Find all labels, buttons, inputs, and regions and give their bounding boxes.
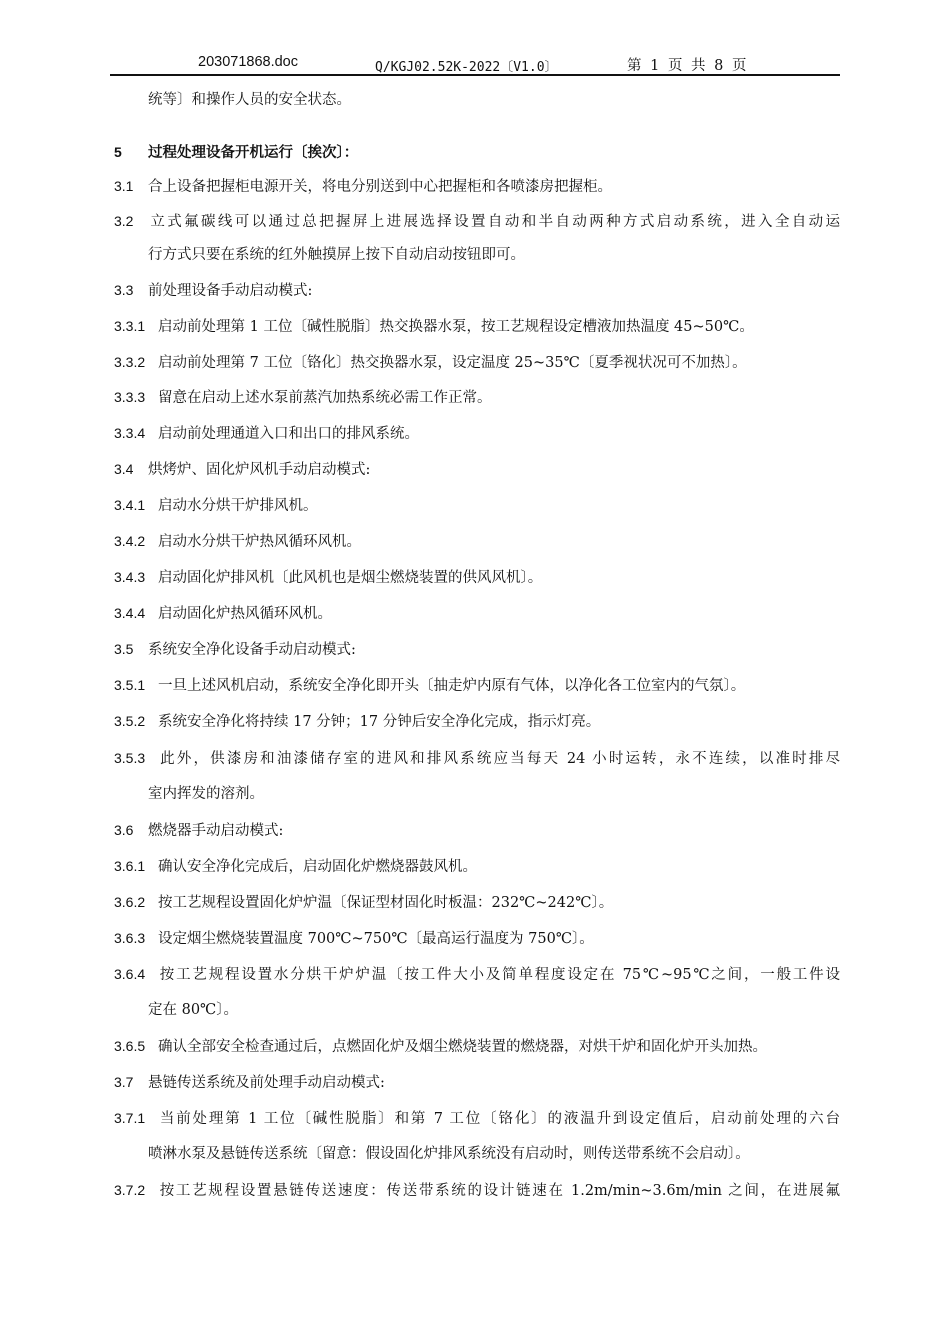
item-text: 燃烧器手动启动模式:	[148, 823, 284, 839]
list-item	[114, 1108, 840, 1129]
item-text: 按工艺规程设置固化炉炉温〔保证型材固化时板温：232℃~242℃〕。	[158, 895, 614, 911]
item-number: 3.3.3	[114, 389, 146, 405]
item-text: 当前处理第 1 工位〔碱性脱脂〕和第 7 工位〔铬化〕的液温升到设定值后，启动前处理的六台	[158, 1111, 840, 1127]
list-item	[114, 531, 840, 552]
item-number: 3.7.2	[114, 1182, 146, 1198]
item-text: 启动水分烘干炉热风循环风机。	[158, 534, 361, 550]
item-text: 按工艺规程设置水分烘干炉炉温〔按工件大小及简单程度设定在 75℃~95℃之间，一般工件设	[158, 967, 840, 983]
list-item	[114, 459, 840, 480]
item-text: 立式氟碳线可以通过总把握屏上进展选择设置自动和半自动两种方式启动系统，进入全自动运	[148, 214, 840, 230]
item-text: 确认安全净化完成后，启动固化炉燃烧器鼓风机。	[158, 859, 477, 875]
list-item	[114, 387, 840, 408]
item-number: 5	[114, 144, 122, 160]
item-text: 统等〕和操作人员的安全状态。	[148, 92, 351, 108]
item-number: 3.5.1	[114, 677, 146, 693]
item-number: 3.6.1	[114, 858, 146, 874]
item-number: 3.6.5	[114, 1038, 146, 1054]
item-number: 3.5	[114, 641, 134, 657]
item-text: 系统安全净化将持续 17 分钟；17 分钟后安全净化完成，指示灯亮。	[158, 714, 601, 730]
item-number: 3.5.3	[114, 750, 146, 766]
list-item	[114, 280, 840, 301]
section-heading	[114, 142, 840, 163]
item-number: 3.3.4	[114, 425, 146, 441]
item-number: 3.4.4	[114, 605, 146, 621]
item-number: 3.6.3	[114, 930, 146, 946]
list-item	[114, 964, 840, 985]
item-text: 启动水分烘干炉排风机。	[158, 498, 318, 514]
item-text: 烘烤炉、固化炉风机手动启动模式:	[148, 462, 371, 478]
list-item	[114, 1072, 840, 1093]
header-doc-code: Q/KGJ02.52K-2022〔V1.0〕	[375, 60, 558, 75]
list-item	[114, 176, 840, 197]
item-number: 3.3	[114, 282, 134, 298]
item-number: 3.2	[114, 213, 134, 229]
page-header	[110, 54, 840, 74]
paragraph-continuation	[114, 1144, 874, 1164]
list-item	[114, 856, 840, 877]
header-page-info: 第 1 页 共 8 页	[627, 58, 749, 74]
paragraph-continuation	[114, 90, 874, 110]
list-item	[114, 495, 840, 516]
item-text: 启动前处理第 7 工位〔铬化〕热交换器水泵，设定温度 25~35℃〔夏季视状况可不加热〕。	[158, 355, 747, 371]
item-number: 3.3.1	[114, 318, 146, 334]
list-item	[114, 352, 840, 373]
list-item	[114, 211, 840, 232]
item-text: 定在 80℃〕。	[148, 1002, 239, 1018]
list-item	[114, 567, 840, 588]
list-item	[114, 1036, 840, 1057]
item-text: 前处理设备手动启动模式:	[148, 283, 313, 299]
item-number: 3.4.3	[114, 569, 146, 585]
list-item	[114, 316, 840, 337]
item-text: 悬链传送系统及前处理手动启动模式:	[148, 1075, 385, 1091]
paragraph-continuation	[114, 245, 874, 265]
list-item	[114, 892, 840, 913]
header-file-name: 203071868.doc	[198, 54, 298, 70]
item-text: 按工艺规程设置悬链传送速度：传送带系统的设计链速在 1.2m/min~3.6m/min 之间，在进展氟	[158, 1183, 840, 1199]
item-number: 3.3.2	[114, 354, 146, 370]
item-text: 行方式只要在系统的红外触摸屏上按下自动启动按钮即可。	[148, 247, 525, 263]
header-rule	[110, 74, 840, 76]
list-item	[114, 711, 840, 732]
list-item	[114, 603, 840, 624]
item-text: 启动前处理第 1 工位〔碱性脱脂〕热交换器水泵，按工艺规程设定槽液加热温度 45~50℃。	[158, 319, 754, 335]
item-number: 3.6.4	[114, 966, 146, 982]
list-item	[114, 675, 840, 696]
paragraph-continuation	[114, 784, 874, 804]
item-number: 3.6	[114, 822, 134, 838]
item-text: 设定烟尘燃烧装置温度 700℃~750℃〔最高运行温度为 750℃〕。	[158, 931, 594, 947]
item-number: 3.4.2	[114, 533, 146, 549]
item-number: 3.5.2	[114, 713, 146, 729]
item-number: 3.7.1	[114, 1110, 146, 1126]
item-number: 3.4.1	[114, 497, 146, 513]
item-text: 启动固化炉排风机〔此风机也是烟尘燃烧装置的供风风机〕。	[158, 570, 543, 586]
item-text: 启动固化炉热风循环风机。	[158, 606, 332, 622]
item-text: 留意在启动上述水泵前蒸汽加热系统必需工作正常。	[158, 390, 492, 406]
paragraph-continuation	[114, 1000, 874, 1020]
item-number: 3.7	[114, 1074, 134, 1090]
item-text: 合上设备把握柜电源开关，将电分别送到中心把握柜和各喷漆房把握柜。	[148, 179, 612, 195]
item-text: 系统安全净化设备手动启动模式:	[148, 642, 356, 658]
item-text: 过程处理设备开机运行〔挨次〕：	[148, 144, 359, 161]
list-item	[114, 639, 840, 660]
list-item	[114, 820, 840, 841]
item-text: 一旦上述风机启动，系统安全净化即开头〔抽走炉内原有气体，以净化各工位室内的气氛〕。	[158, 678, 746, 694]
item-text: 确认全部安全检查通过后，点燃固化炉及烟尘燃烧装置的燃烧器，对烘干炉和固化炉开头加热。	[158, 1039, 767, 1055]
item-number: 3.4	[114, 461, 134, 477]
item-text: 室内挥发的溶剂。	[148, 786, 264, 802]
list-item	[114, 1180, 840, 1201]
list-item	[114, 748, 840, 769]
item-text: 喷淋水泵及悬链传送系统〔留意：假设固化炉排风系统没有启动时，则传送带系统不会启动〕。	[148, 1146, 750, 1162]
item-number: 3.6.2	[114, 894, 146, 910]
item-number: 3.1	[114, 178, 134, 194]
item-text: 此外，供漆房和油漆储存室的进风和排风系统应当每天 24 小时运转，永不连续，以准时排尽	[158, 751, 840, 767]
list-item	[114, 423, 840, 444]
item-text: 启动前处理通道入口和出口的排风系统。	[158, 426, 419, 442]
list-item	[114, 928, 840, 949]
